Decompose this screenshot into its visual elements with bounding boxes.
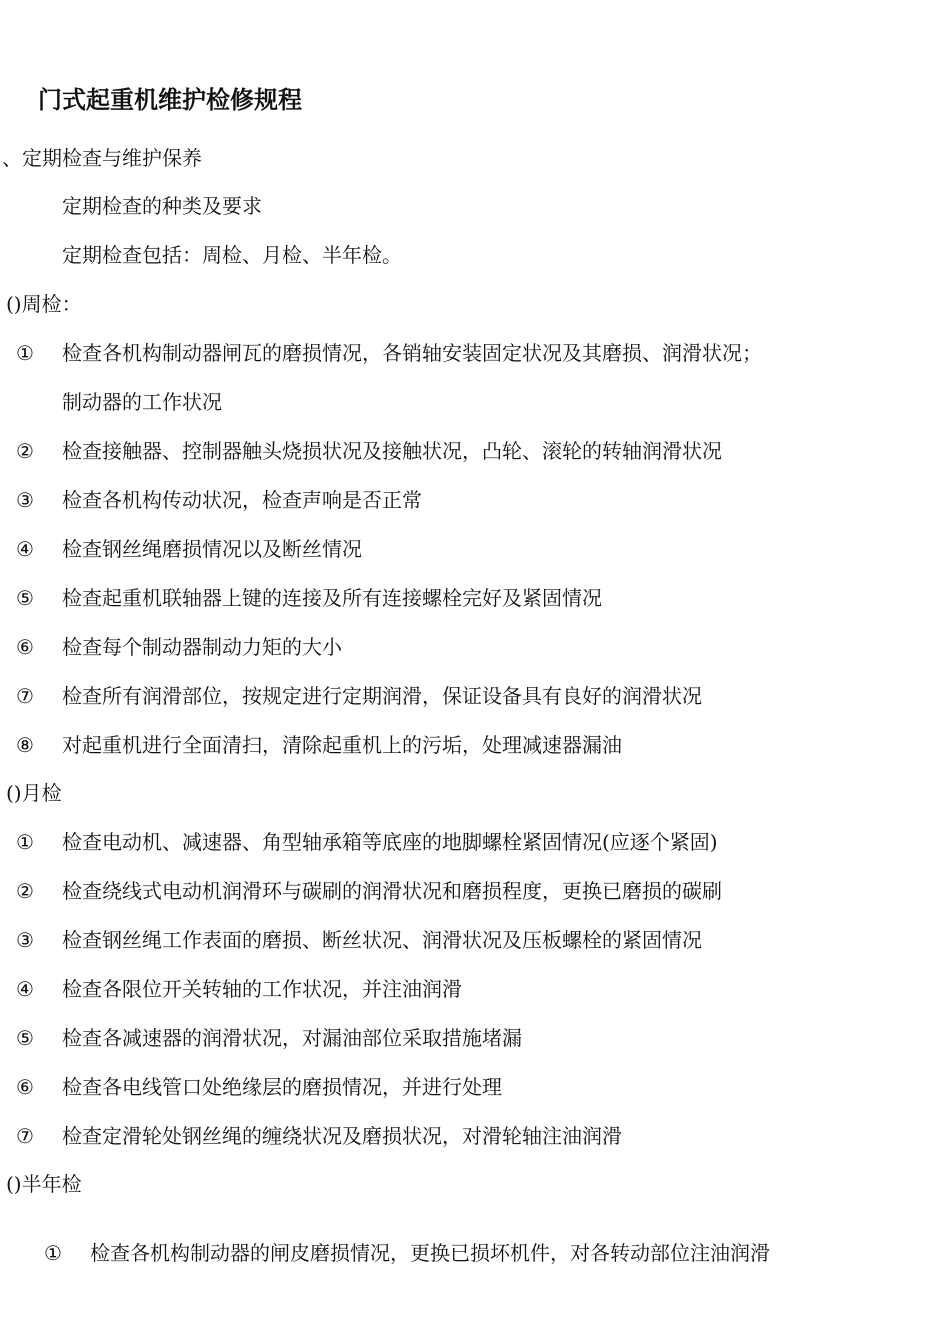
item-text: 检查每个制动器制动力矩的大小 (62, 635, 342, 659)
item-text: 检查钢丝绳工作表面的磨损、断丝状况、润滑状况及压板螺栓的紧固情况 (62, 928, 702, 952)
item-number: ③ (16, 928, 34, 952)
item-text: 检查各限位开关转轴的工作状况，并注油润滑 (62, 977, 462, 1001)
item-text: 对起重机进行全面清扫，清除起重机上的污垢，处理减速器漏油 (62, 733, 622, 757)
item-text-continuation: 制动器的工作状况 (62, 390, 222, 414)
item-text: 检查接触器、控制器触头烧损状况及接触状况，凸轮、滚轮的转轴润滑状况 (62, 439, 722, 463)
item-text: 检查各机构传动状况，检查声响是否正常 (62, 488, 422, 512)
item-text: 检查定滑轮处钢丝绳的缠绕状况及磨损状况，对滑轮轴注油润滑 (62, 1124, 622, 1148)
item-text: 检查各机构制动器的闸皮磨损情况，更换已损坏机件，对各转动部位注油润滑 (90, 1241, 770, 1265)
item-number: ① (16, 830, 34, 854)
item-number: ⑤ (16, 586, 34, 610)
item-text: 检查电动机、减速器、角型轴承箱等底座的地脚螺栓紧固情况(应逐个紧固) (62, 830, 718, 854)
item-number: ⑦ (16, 1124, 34, 1148)
item-number: ① (16, 341, 34, 365)
item-text: 检查钢丝绳磨损情况以及断丝情况 (62, 537, 362, 561)
monthly-heading: ()月检 (6, 781, 62, 805)
document-title: 门式起重机维护检修规程 (38, 86, 302, 114)
item-number: ② (16, 879, 34, 903)
item-number: ⑥ (16, 635, 34, 659)
item-number: ⑤ (16, 1026, 34, 1050)
item-number: ④ (16, 537, 34, 561)
item-text: 检查各机构制动器闸瓦的磨损情况，各销轴安装固定状况及其磨损、润滑状况； (62, 341, 762, 365)
item-text: 检查绕线式电动机润滑环与碳刷的润滑状况和磨损程度，更换已磨损的碳刷 (62, 879, 722, 903)
item-number: ④ (16, 977, 34, 1001)
item-text: 检查起重机联轴器上键的连接及所有连接螺栓完好及紧固情况 (62, 586, 602, 610)
item-number: ⑦ (16, 684, 34, 708)
item-number: ⑧ (16, 733, 34, 757)
weekly-heading: ()周检： (6, 292, 82, 316)
item-number: ① (44, 1241, 62, 1265)
subsection-heading: 定期检查的种类及要求 (62, 194, 262, 218)
item-number: ② (16, 439, 34, 463)
item-text: 检查各电线管口处绝缘层的磨损情况，并进行处理 (62, 1075, 502, 1099)
intro-text: 定期检查包括：周检、月检、半年检。 (62, 243, 402, 267)
section-heading: 、定期检查与维护保养 (2, 146, 202, 170)
item-number: ⑥ (16, 1075, 34, 1099)
semiannual-heading: ()半年检 (6, 1172, 82, 1196)
item-text: 检查所有润滑部位，按规定进行定期润滑，保证设备具有良好的润滑状况 (62, 684, 702, 708)
item-text: 检查各减速器的润滑状况，对漏油部位采取措施堵漏 (62, 1026, 522, 1050)
item-number: ③ (16, 488, 34, 512)
